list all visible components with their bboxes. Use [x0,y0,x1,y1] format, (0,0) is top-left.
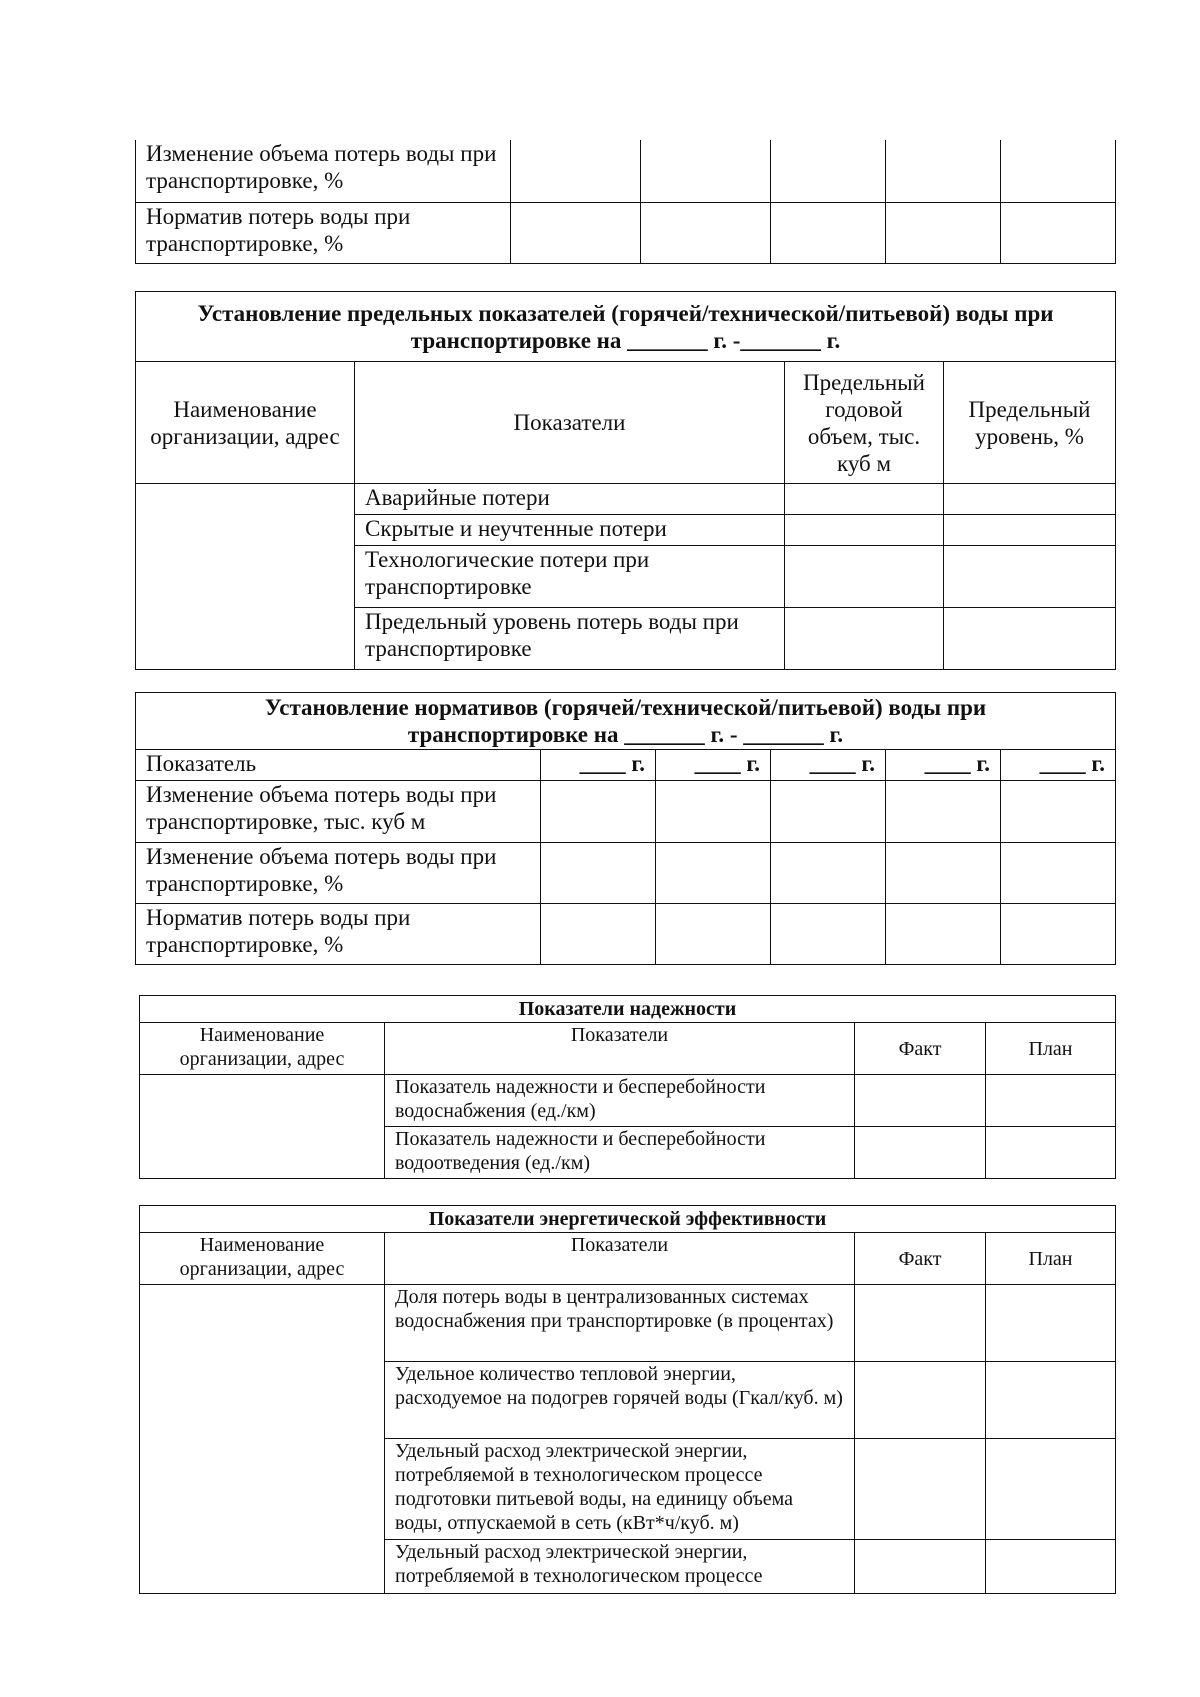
data-cell [886,140,1001,202]
org-cell [140,1285,385,1594]
data-cell [1001,843,1116,904]
data-cell [855,1439,986,1540]
table-norms [135,692,1116,965]
data-cell [944,608,1116,670]
header-indicators: Показатели [355,362,785,484]
table-title-row [140,996,1116,1023]
data-cell [886,202,1001,263]
header-year: ____ г. [1001,750,1116,781]
data-cell [1001,140,1116,202]
table-row [136,202,1116,263]
data-cell [785,484,944,515]
data-cell [855,1285,986,1362]
data-cell [986,1285,1116,1362]
table-header-row [136,750,1116,781]
row-label: Удельное количество тепловой энергии, расходуемое на подогрев горячей воды (Гкал/куб. м) [385,1362,855,1439]
table-title-line2: транспортировке на _______ г. - _______ г. [407,722,844,747]
row-label: Доля потерь воды в централизованных системах водоснабжения при транспортировке (в процентах) [385,1285,855,1362]
header-indicator: Показатель [136,750,541,781]
table-title-line1: Установление предельных показателей (горячей/технической/питьевой) воды при [197,300,1054,326]
table-limit-indicators [135,291,1116,670]
data-cell [656,843,771,904]
data-cell [986,1362,1116,1439]
data-cell [944,515,1116,546]
table-title-line2: транспортировке на _______ г. -_______ г. [410,327,841,353]
data-cell [771,843,886,904]
data-cell [641,140,771,202]
data-cell [785,515,944,546]
data-cell [944,484,1116,515]
table-header-row [140,1023,1116,1075]
table-row [136,484,1116,515]
table-title-row [136,693,1116,750]
table-title-row [140,1206,1116,1233]
data-cell [541,904,656,965]
data-cell [771,904,886,965]
table-energy-efficiency [139,1205,1116,1594]
row-label: Норматив потерь воды при транспортировке, % [136,202,511,263]
header-org: Наименование организации, адрес [140,1233,385,1285]
data-cell [541,843,656,904]
header-year: ____ г. [656,750,771,781]
table-header-row [136,362,1116,484]
header-fact: Факт [855,1023,986,1075]
data-cell [855,1362,986,1439]
data-cell [886,904,1001,965]
data-cell [656,781,771,843]
table-top-continuation [135,140,1116,264]
table-title: Показатели надежности [140,996,1116,1023]
table-title [136,693,1116,750]
data-cell [511,140,641,202]
header-plan: План [986,1233,1116,1285]
header-year: ____ г. [541,750,656,781]
table-header-row [140,1233,1116,1285]
header-indicators: Показатели [385,1023,855,1075]
data-cell [771,140,886,202]
row-label: Изменение объема потерь воды при транспортировке, тыс. куб м [136,781,541,843]
header-year: ____ г. [771,750,886,781]
data-cell [541,781,656,843]
data-cell [886,781,1001,843]
data-cell [855,1540,986,1594]
row-label: Скрытые и неучтенные потери [355,515,785,546]
data-cell [1001,781,1116,843]
row-label: Изменение объема потерь воды при транспортировке, % [136,140,511,202]
header-fact: Факт [855,1233,986,1285]
data-cell [886,843,1001,904]
table-title: Показатели энергетической эффективности [140,1206,1116,1233]
data-cell [1001,904,1116,965]
row-label: Аварийные потери [355,484,785,515]
data-cell [511,202,641,263]
data-cell [641,202,771,263]
header-indicators: Показатели [385,1233,855,1285]
row-label: Технологические потери при транспортировке [355,546,785,608]
row-label: Показатель надежности и бесперебойности водоснабжения (ед./км) [385,1075,855,1127]
table-title-row [136,292,1116,362]
org-cell [140,1075,385,1179]
data-cell [656,904,771,965]
data-cell [944,546,1116,608]
header-level: Предельный уровень, % [944,362,1116,484]
data-cell [986,1127,1116,1179]
data-cell [855,1075,986,1127]
data-cell [785,546,944,608]
row-label: Удельный расход электрической энергии, потребляемой в технологическом процессе подготовки питьевой воды, на единицу объема воды, отпускаемой в сеть (кВт*ч/куб. м) [385,1439,855,1540]
table-row [136,904,1116,965]
data-cell [771,781,886,843]
table-title [136,292,1116,362]
row-label: Удельный расход электрической энергии, потребляемой в технологическом процессе [385,1540,855,1594]
row-label: Показатель надежности и бесперебойности водоотведения (ед./км) [385,1127,855,1179]
header-plan: План [986,1023,1116,1075]
data-cell [986,1540,1116,1594]
table-row [136,140,1116,202]
table-row [136,781,1116,843]
row-label: Предельный уровень потерь воды при транспортировке [355,608,785,670]
table-title-line1: Установление нормативов (горячей/технической/питьевой) воды при [264,695,987,720]
data-cell [785,608,944,670]
data-cell [855,1127,986,1179]
header-year: ____ г. [886,750,1001,781]
table-reliability [139,995,1116,1179]
table-row [140,1075,1116,1127]
data-cell [986,1075,1116,1127]
table-row [136,843,1116,904]
row-label: Норматив потерь воды при транспортировке, % [136,904,541,965]
header-org: Наименование организации, адрес [140,1023,385,1075]
data-cell [1001,202,1116,263]
header-org: Наименование организации, адрес [136,362,355,484]
org-cell [136,484,355,670]
data-cell [986,1439,1116,1540]
row-label: Изменение объема потерь воды при транспортировке, % [136,843,541,904]
data-cell [771,202,886,263]
table-row [140,1285,1116,1362]
header-volume: Предельный годовой объем, тыс. куб м [785,362,944,484]
